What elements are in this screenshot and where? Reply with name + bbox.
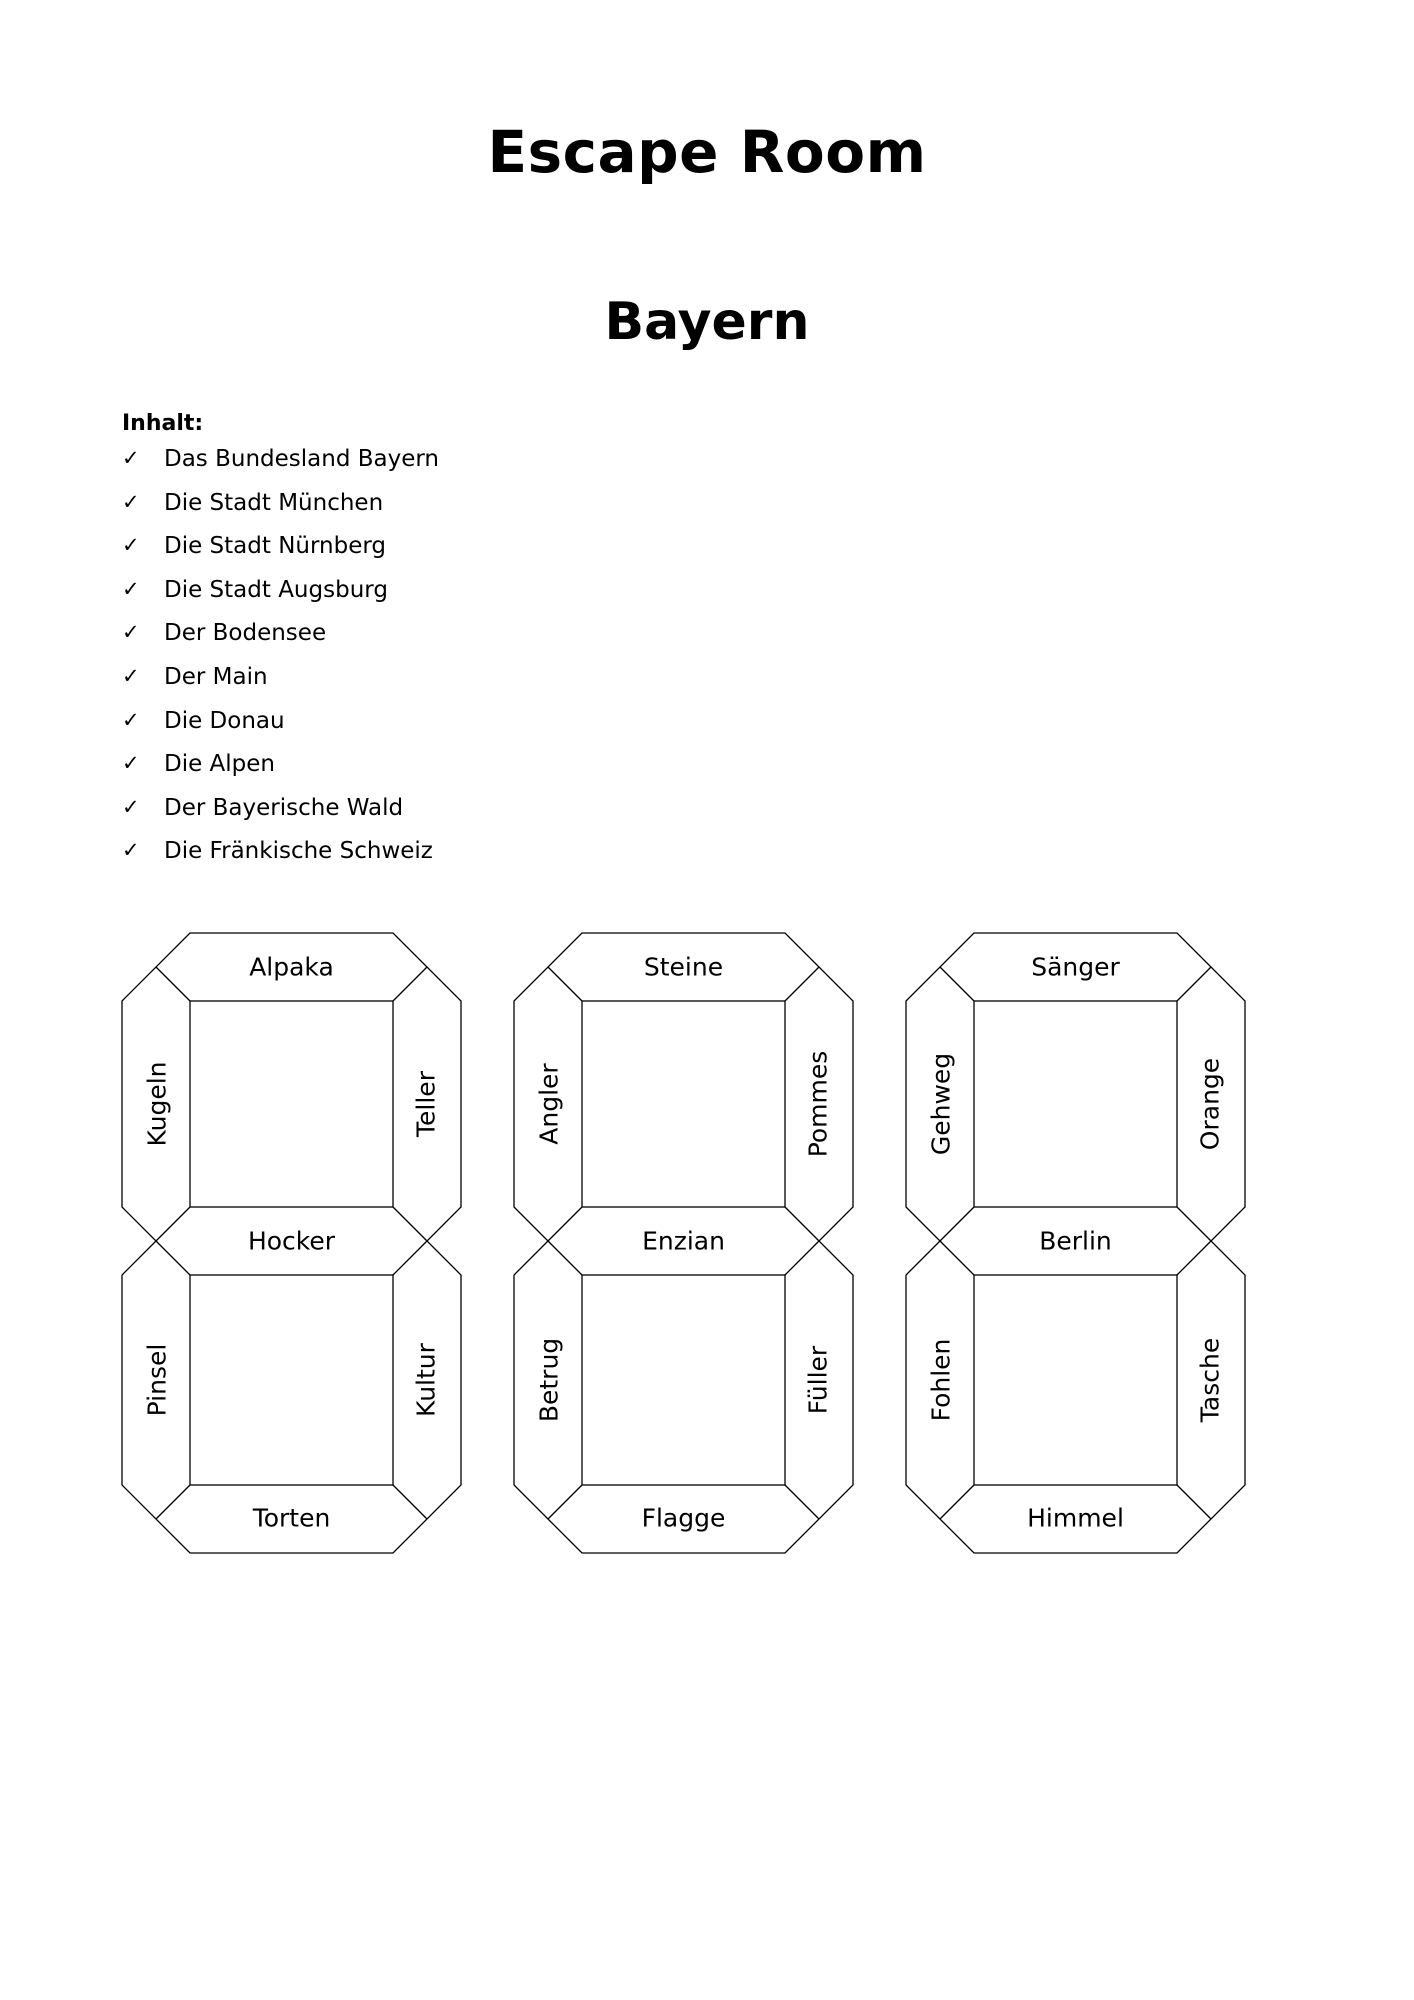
puzzle-figure <box>122 933 461 1553</box>
segment-middle-label: Enzian <box>642 1226 725 1256</box>
segment-divider <box>940 1485 974 1519</box>
segment-divider <box>548 1485 582 1519</box>
segment-top-label: Alpaka <box>249 952 334 982</box>
segment-upper-left-label: Gehweg <box>926 1052 956 1156</box>
segment-lower-right-label: Tasche <box>1195 1337 1225 1423</box>
checkmark-icon: ✓ <box>122 620 140 645</box>
upper-square <box>974 1001 1177 1207</box>
segment-divider <box>940 1207 974 1241</box>
segment-divider <box>393 1207 427 1241</box>
segment-top-label: Sänger <box>1031 952 1120 982</box>
segment-divider <box>156 967 190 1001</box>
lower-square <box>582 1275 785 1485</box>
checkmark-icon: ✓ <box>122 576 140 601</box>
contents-item-label: Die Stadt Augsburg <box>164 576 388 603</box>
segment-divider <box>548 967 582 1001</box>
segment-upper-left-label: Kugeln <box>142 1061 172 1147</box>
segment-divider <box>548 1207 582 1241</box>
contents-item-label: Der Bodensee <box>164 620 327 647</box>
checkmark-icon: ✓ <box>122 533 140 558</box>
segment-divider <box>156 1241 190 1275</box>
checkmark-icon: ✓ <box>122 751 140 776</box>
segment-divider <box>940 1241 974 1275</box>
checkmark-icon: ✓ <box>122 446 140 470</box>
segment-middle-label: Hocker <box>247 1226 336 1256</box>
segment-middle-label: Berlin <box>1039 1226 1112 1256</box>
puzzle-figure <box>906 933 1245 1553</box>
segment-upper-left-label: Angler <box>534 1063 564 1145</box>
checkmark-icon: ✓ <box>122 489 140 514</box>
checkmark-icon: ✓ <box>122 794 140 819</box>
segment-divider <box>785 1485 819 1519</box>
segment-top-label: Steine <box>643 952 724 982</box>
segment-bottom-label: Flagge <box>641 1503 726 1533</box>
upper-square <box>582 1001 785 1207</box>
segment-divider <box>1177 1485 1211 1519</box>
checkmark-icon: ✓ <box>122 707 140 732</box>
segment-lower-right-label: Kultur <box>411 1343 441 1417</box>
contents-item-label: Die Fränkische Schweiz <box>164 838 433 865</box>
segment-lower-left-label: Betrug <box>534 1337 564 1423</box>
segment-divider <box>1177 1207 1211 1241</box>
segment-lower-right-label: Füller <box>803 1345 833 1415</box>
segment-divider <box>156 1207 190 1241</box>
puzzle-figure <box>514 933 853 1553</box>
segment-divider <box>785 967 819 1001</box>
segment-divider <box>940 967 974 1001</box>
segment-divider <box>785 1207 819 1241</box>
checkmark-icon: ✓ <box>122 838 140 863</box>
contents-heading: Inhalt: <box>122 411 204 436</box>
lower-square <box>974 1275 1177 1485</box>
page-title: Escape Room <box>487 118 927 186</box>
contents-item-label: Der Bayerische Wald <box>164 794 404 821</box>
contents-item-label: Die Stadt München <box>164 489 384 516</box>
upper-square <box>190 1001 393 1207</box>
contents-item-label: Das Bundesland Bayern <box>164 446 440 472</box>
lower-square <box>190 1275 393 1485</box>
segment-divider <box>156 1485 190 1519</box>
segment-upper-right-label: Teller <box>411 1071 441 1137</box>
segment-divider <box>785 1241 819 1275</box>
segment-bottom-label: Torten <box>252 1503 331 1533</box>
segment-lower-left-label: Pinsel <box>142 1343 172 1417</box>
segment-upper-right-label: Orange <box>1195 1057 1225 1151</box>
segment-bottom-label: Himmel <box>1027 1503 1124 1533</box>
segment-upper-right-label: Pommes <box>803 1050 833 1158</box>
contents-item-label: Der Main <box>164 663 268 690</box>
segment-divider <box>1177 967 1211 1001</box>
page-subtitle: Bayern <box>604 292 810 352</box>
segment-lower-left-label: Fohlen <box>926 1338 956 1422</box>
segment-divider <box>1177 1241 1211 1275</box>
checkmark-icon: ✓ <box>122 663 140 688</box>
contents-item-label: Die Alpen <box>164 751 276 778</box>
contents-item-label: Die Stadt Nürnberg <box>164 533 387 560</box>
segment-divider <box>393 1485 427 1519</box>
contents-item-label: Die Donau <box>164 707 285 734</box>
segment-divider <box>393 967 427 1001</box>
segment-divider <box>548 1241 582 1275</box>
segment-divider <box>393 1241 427 1275</box>
